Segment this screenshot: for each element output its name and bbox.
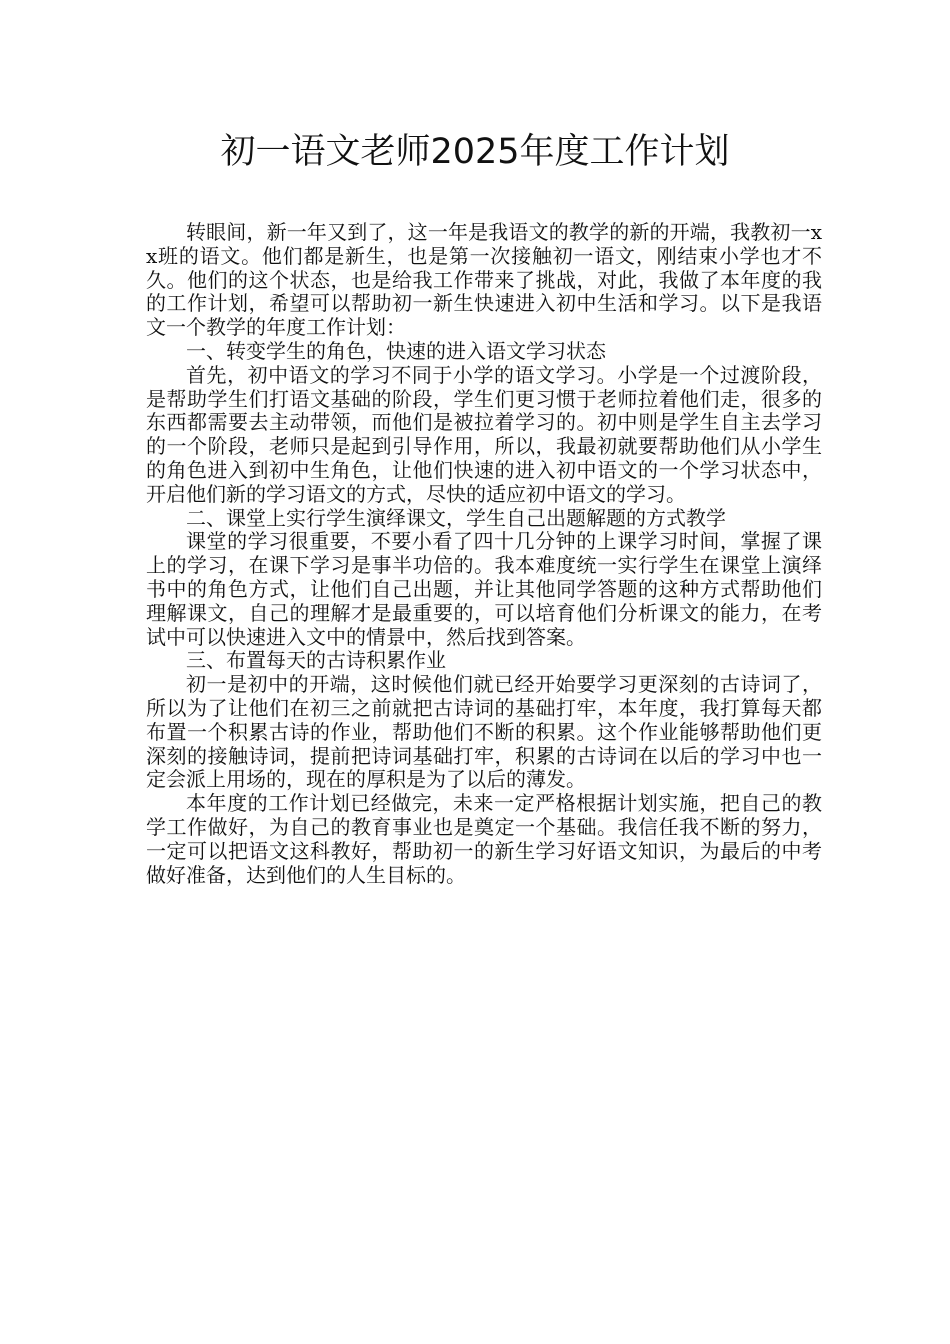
section-paragraph-2: 课堂的学习很重要，不要小看了四十几分钟的上课学习时间，掌握了课上的学习，在课下学习是事半功倍的。我本难度统一实行学生在课堂上演绎书中的角色方式，让他们自己出题，并让其他同学答题的这种方式帮助他们理解课文，自己的理解才是最重要的，可以培育他们分析课文的能力，在考试中可以快速进入文中的情景中，然后找到答案。 [146,529,822,649]
section-heading-2: 二、课堂上实行学生演绎课文，学生自己出题解题的方式教学 [186,505,726,530]
section-paragraph-3: 初一是初中的开端，这时候他们就已经开始要学习更深刻的古诗词了，所以为了让他们在初三之前就把古诗词的基础打牢，本年度，我打算每天都布置一个积累古诗的作业，帮助他们不断的积累。这个作业能够帮助他们更深刻的接触诗词，提前把诗词基础打牢，积累的古诗词在以后的学习中也一定会派上用场的，现在的厚积是为了以后的薄发。 [146,672,822,792]
section-heading-3: 三、布置每天的古诗积累作业 [186,648,446,673]
section-heading-1: 一、转变学生的角色，快速的进入语文学习状态 [186,338,606,363]
closing-paragraph: 本年度的工作计划已经做完，未来一定严格根据计划实施，把自己的教学工作做好，为自己的教育事业也是奠定一个基础。我信任我不断的努力，一定可以把语文这科教好，帮助初一的新生学习好语文知识，为最后的中考做好准备，达到他们的人生目标的。 [146,791,822,887]
document-title: 初一语文老师2025年度工作计划 [220,132,730,172]
intro-paragraph: 转眼间，新一年又到了，这一年是我语文的教学的新的开端，我教初一xx班的语文。他们都是新生，也是第一次接触初一语文，刚结束小学也才不久。他们的这个状态，也是给我工作带来了挑战，对此，我做了本年度的我的工作计划，希望可以帮助初一新生快速进入初中生活和学习。以下是我语文一个教学的年度工作计划： [146,220,822,340]
document-body [146,221,822,887]
section-paragraph-1: 首先，初中语文的学习不同于小学的语文学习。小学是一个过渡阶段，是帮助学生们打语文基础的阶段，学生们更习惯于老师拉着他们走，很多的东西都需要去主动带领，而他们是被拉着学习的。初中则是学生自主去学习的一个阶段，老师只是起到引导作用，所以，我最初就要帮助他们从小学生的角色进入到初中生角色，让他们快速的进入初中语文的一个学习状态中，开启他们新的学习语文的方式，尽快的适应初中语文的学习。 [146,362,822,506]
